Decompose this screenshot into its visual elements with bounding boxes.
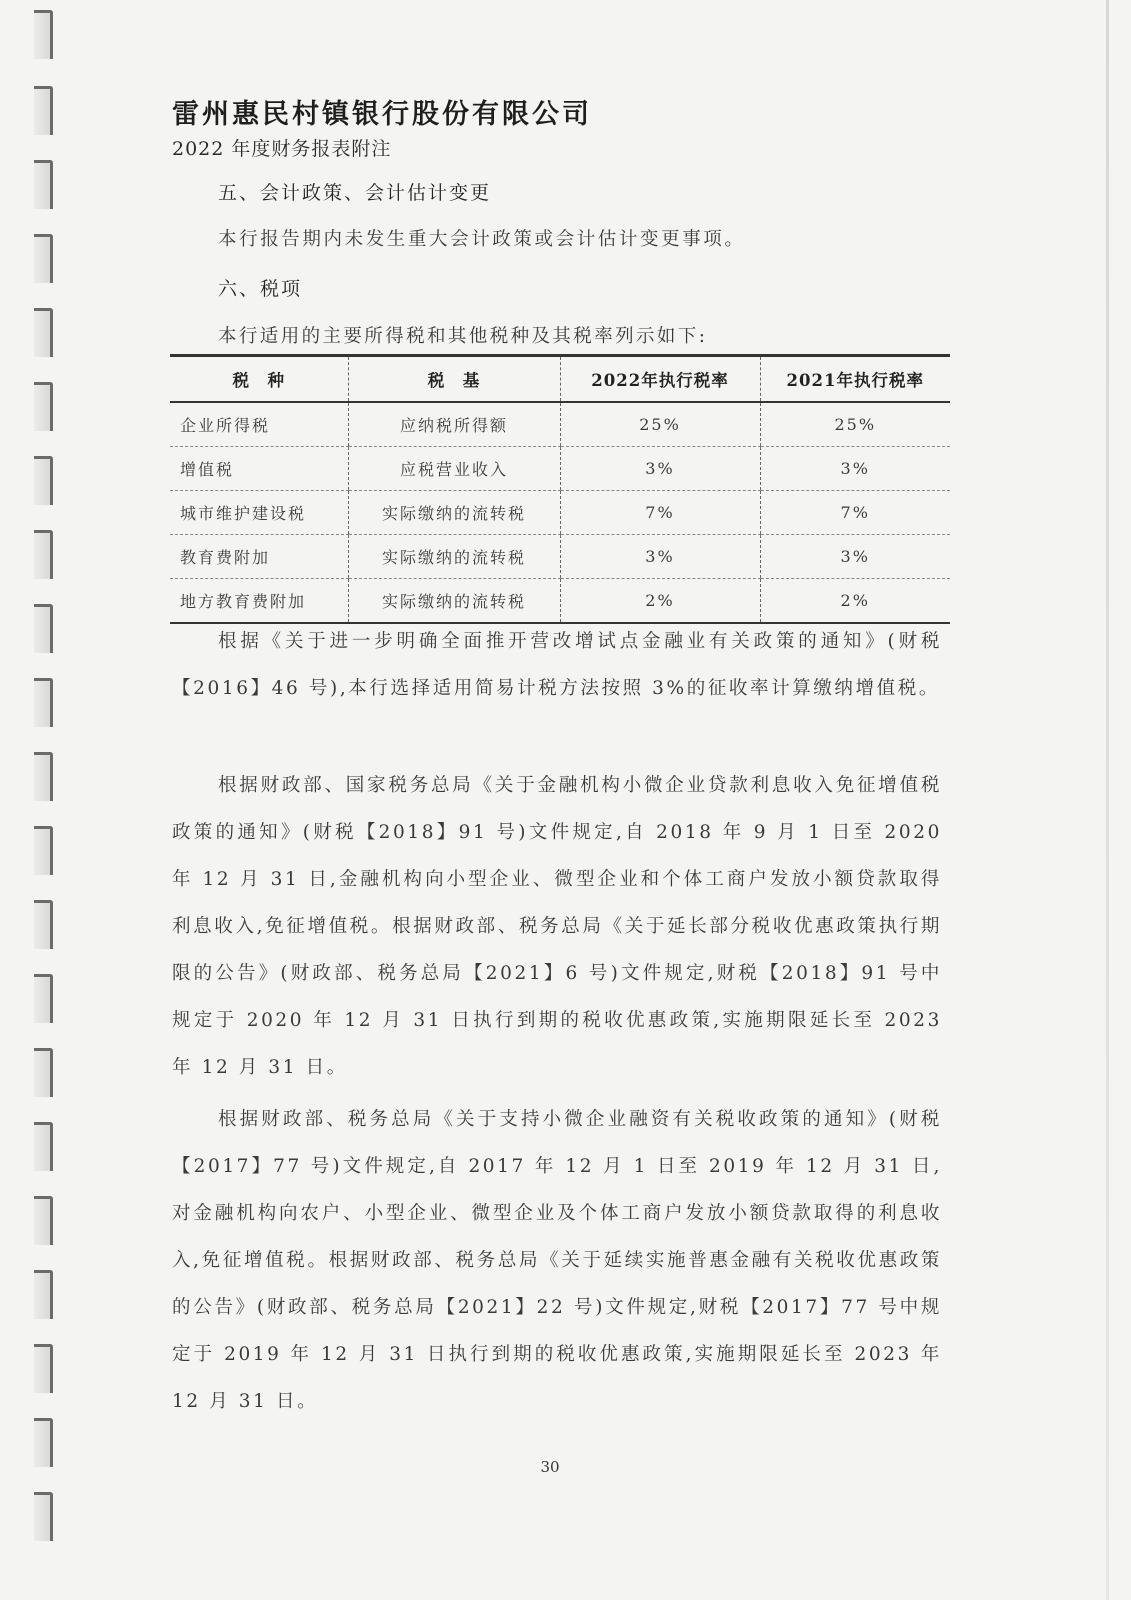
page-number: 30: [540, 1458, 560, 1476]
rate-2021-cell: 25%: [760, 402, 950, 447]
tax-type-cell: 企业所得税: [170, 402, 348, 447]
section-5-body: 本行报告期内未发生重大会计政策或会计估计变更事项。: [218, 229, 746, 250]
header-tax-base: 税 基: [348, 356, 560, 403]
binding-hole: [34, 234, 53, 283]
binding-holes: [34, 0, 54, 1600]
section-5-heading: 五、会计政策、会计估计变更: [218, 182, 492, 204]
binding-hole: [34, 1122, 53, 1171]
section-6-heading: 六、税项: [218, 278, 303, 300]
rate-2022-cell: 2%: [560, 579, 760, 624]
tax-base-cell: 实际缴纳的流转税: [348, 579, 560, 624]
tax-type-cell: 教育费附加: [170, 535, 348, 579]
binding-hole: [34, 160, 53, 209]
table-row: [170, 535, 950, 579]
binding-hole: [34, 974, 53, 1023]
company-name: 雷州惠民村镇银行股份有限公司: [172, 99, 592, 130]
table-row: [170, 579, 950, 624]
binding-hole: [34, 1492, 53, 1541]
binding-hole: [34, 1196, 53, 1245]
vat-exemption-2018-paragraph: 根据财政部、国家税务总局《关于金融机构小微企业贷款利息收入免征增值税政策的通知》(财税【2018】91 号)文件规定,自 2018 年 9 月 1 日至 2020 年 12 月 31 日,金融机构向小型企业、微型企业和个体工商户发放小额贷款取得利息收入,免征增值税。根据财政部、税务总局《关于延长部分税收优惠政策执行期限的公告》(财政部、税务总局【2021】6 号)文件规定,财税【2018】91 号中规定于 2020 年 12 月 31 日执行到期的税收优惠政策,实施期限延长至 2023 年 12 月 31 日。: [172, 775, 942, 1078]
rate-2022-cell: 3%: [560, 447, 760, 491]
binding-hole: [34, 1048, 53, 1097]
vat-exemption-2017-paragraph: 根据财政部、税务总局《关于支持小微企业融资有关税收政策的通知》(财税【2017】77 号)文件规定,自 2017 年 12 月 1 日至 2019 年 12 月 31 日,对金融机构向农户、小型企业、微型企业及个体工商户发放小额贷款取得的利息收入,免征增值税。根据财政部、税务总局《关于延续实施普惠金融有关税收优惠政策的公告》(财政部、税务总局【2021】22 号)文件规定,财税【2017】77 号中规定于 2019 年 12 月 31 日执行到期的税收优惠政策,实施期限延长至 2023 年 12 月 31 日。: [172, 1109, 942, 1412]
tax-type-cell: 增值税: [170, 447, 348, 491]
tax-base-cell: 实际缴纳的流转税: [348, 535, 560, 579]
header-tax-type: 税 种: [232, 371, 285, 390]
binding-hole: [34, 826, 53, 875]
binding-hole: [34, 604, 53, 653]
tax-table-intro: 本行适用的主要所得税和其他税种及其税率列示如下:: [218, 326, 708, 347]
report-subtitle: 2022 年度财务报表附注: [172, 138, 392, 160]
binding-hole: [34, 10, 53, 59]
rate-2022-cell: 3%: [560, 535, 760, 579]
tax-type-cell: 城市维护建设税: [170, 491, 348, 535]
binding-hole: [34, 678, 53, 727]
table-row: [170, 491, 950, 535]
binding-hole: [34, 456, 53, 505]
binding-hole: [34, 752, 53, 801]
tax-base-cell: 应税营业收入: [348, 447, 560, 491]
binding-hole: [34, 308, 53, 357]
binding-hole: [34, 1270, 53, 1319]
tax-base-cell: 应纳税所得额: [348, 402, 560, 447]
vat-simplified-paragraph: 根据《关于进一步明确全面推开营改增试点金融业有关政策的通知》(财税【2016】46 号),本行选择适用简易计税方法按照 3%的征收率计算缴纳增值税。: [172, 631, 942, 699]
binding-hole: [34, 382, 53, 431]
header-rate-2021: 2021年执行税率: [760, 356, 950, 403]
table-header-row: [170, 356, 950, 403]
binding-hole: [34, 900, 53, 949]
page-edge: [1106, 0, 1109, 1600]
rate-2022-cell: 7%: [560, 491, 760, 535]
binding-hole: [34, 1344, 53, 1393]
tax-rate-table: [170, 354, 950, 624]
rate-2021-cell: 3%: [760, 447, 950, 491]
binding-hole: [34, 530, 53, 579]
rate-2021-cell: 7%: [760, 491, 950, 535]
binding-hole: [34, 86, 53, 135]
rate-2022-cell: 25%: [560, 402, 760, 447]
rate-2021-cell: 3%: [760, 535, 950, 579]
rate-2021-cell: 2%: [760, 579, 950, 624]
table-row: [170, 402, 950, 447]
tax-type-cell: 地方教育费附加: [170, 579, 348, 624]
header-rate-2022: 2022年执行税率: [560, 356, 760, 403]
table-row: [170, 447, 950, 491]
tax-base-cell: 实际缴纳的流转税: [348, 491, 560, 535]
